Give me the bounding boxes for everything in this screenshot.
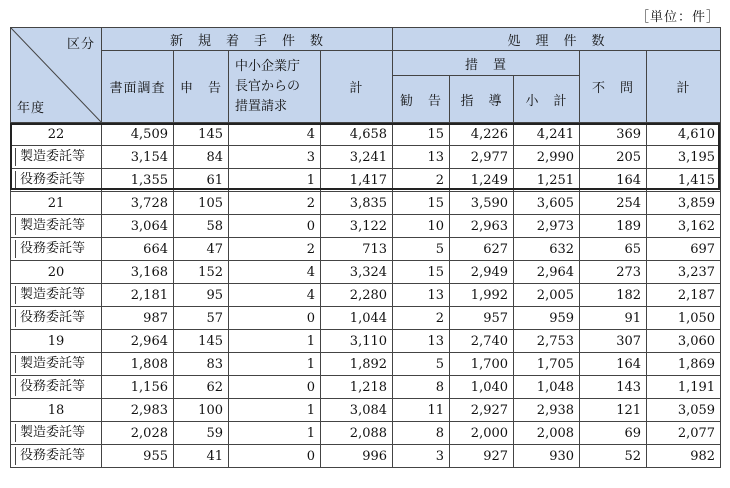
fiscal-year-cell: 20 xyxy=(11,261,102,284)
value-cell: 3,122 xyxy=(321,215,393,238)
subcategory-label: 役務委託等 xyxy=(15,447,85,465)
col-request-line1: 中小企業庁 xyxy=(235,58,301,74)
value-cell: 1,700 xyxy=(450,353,514,376)
value-cell: 1,417 xyxy=(321,169,393,192)
value-cell: 2,964 xyxy=(102,330,174,353)
fiscal-year-cell: 18 xyxy=(11,399,102,422)
subgroup-measures-header: 措 置 xyxy=(393,51,580,76)
col-doc-review: 書面調査 xyxy=(102,51,174,123)
col-total-new: 計 xyxy=(321,51,393,123)
value-cell: 41 xyxy=(174,445,229,468)
table-row xyxy=(11,146,721,169)
value-cell: 11 xyxy=(393,399,450,422)
value-cell: 5 xyxy=(393,238,450,261)
col-request-line2: 長官からの xyxy=(235,78,301,94)
value-cell: 2,977 xyxy=(450,146,514,169)
value-cell: 3,154 xyxy=(102,146,174,169)
statistics-table xyxy=(10,27,721,468)
corner-header xyxy=(11,28,102,123)
value-cell: 8 xyxy=(393,376,450,399)
value-cell: 1,892 xyxy=(321,353,393,376)
value-cell: 0 xyxy=(229,445,321,468)
value-cell: 4 xyxy=(229,284,321,307)
value-cell: 1 xyxy=(229,422,321,445)
value-cell: 0 xyxy=(229,307,321,330)
fiscal-year-cell: 19 xyxy=(11,330,102,353)
value-cell: 2 xyxy=(229,192,321,215)
value-cell: 1,415 xyxy=(647,169,721,192)
subcategory-label: 製造委託等 xyxy=(15,217,85,235)
table-row xyxy=(11,261,721,284)
value-cell: 3,605 xyxy=(514,192,580,215)
table-row xyxy=(11,445,721,468)
value-cell: 1 xyxy=(229,330,321,353)
value-cell: 2,088 xyxy=(321,422,393,445)
value-cell: 4,226 xyxy=(450,123,514,146)
value-cell: 713 xyxy=(321,238,393,261)
value-cell: 632 xyxy=(514,238,580,261)
value-cell: 2,990 xyxy=(514,146,580,169)
value-cell: 2,008 xyxy=(514,422,580,445)
subcategory-label: 役務委託等 xyxy=(15,240,85,258)
value-cell: 1,050 xyxy=(647,307,721,330)
value-cell: 164 xyxy=(580,353,647,376)
value-cell: 3,195 xyxy=(647,146,721,169)
value-cell: 307 xyxy=(580,330,647,353)
value-cell: 3,060 xyxy=(647,330,721,353)
corner-category-label: 区分 xyxy=(66,37,95,52)
subcategory-cell xyxy=(11,445,102,468)
subcategory-cell xyxy=(11,376,102,399)
value-cell: 982 xyxy=(647,445,721,468)
value-cell: 2,181 xyxy=(102,284,174,307)
value-cell: 927 xyxy=(450,445,514,468)
value-cell: 105 xyxy=(174,192,229,215)
value-cell: 3,084 xyxy=(321,399,393,422)
value-cell: 152 xyxy=(174,261,229,284)
value-cell: 3,324 xyxy=(321,261,393,284)
col-no-issue: 不 問 xyxy=(580,51,647,123)
table-row xyxy=(11,330,721,353)
value-cell: 254 xyxy=(580,192,647,215)
col-total-processed: 計 xyxy=(647,51,721,123)
value-cell: 3,237 xyxy=(647,261,721,284)
value-cell: 145 xyxy=(174,330,229,353)
value-cell: 145 xyxy=(174,123,229,146)
value-cell: 2 xyxy=(229,238,321,261)
value-cell: 3,162 xyxy=(647,215,721,238)
subcategory-cell xyxy=(11,353,102,376)
unit-label: ［単位：件］ xyxy=(635,10,720,25)
value-cell: 164 xyxy=(580,169,647,192)
value-cell: 1,156 xyxy=(102,376,174,399)
value-cell: 62 xyxy=(174,376,229,399)
table-body xyxy=(11,123,721,468)
value-cell: 996 xyxy=(321,445,393,468)
col-guidance: 指 導 xyxy=(450,76,514,123)
value-cell: 143 xyxy=(580,376,647,399)
value-cell: 0 xyxy=(229,215,321,238)
value-cell: 4,658 xyxy=(321,123,393,146)
value-cell: 2,964 xyxy=(514,261,580,284)
table-row xyxy=(11,284,721,307)
value-cell: 57 xyxy=(174,307,229,330)
value-cell: 1,808 xyxy=(102,353,174,376)
subcategory-label: 製造委託等 xyxy=(15,286,85,304)
value-cell: 2 xyxy=(393,169,450,192)
value-cell: 13 xyxy=(393,284,450,307)
group-new-cases-header: 新 規 着 手 件 数 xyxy=(102,28,393,51)
value-cell: 15 xyxy=(393,261,450,284)
value-cell: 1,355 xyxy=(102,169,174,192)
value-cell: 3,835 xyxy=(321,192,393,215)
subcategory-label: 製造委託等 xyxy=(15,424,85,442)
value-cell: 65 xyxy=(580,238,647,261)
value-cell: 2,963 xyxy=(450,215,514,238)
value-cell: 4 xyxy=(229,261,321,284)
value-cell: 2 xyxy=(393,307,450,330)
value-cell: 61 xyxy=(174,169,229,192)
value-cell: 10 xyxy=(393,215,450,238)
value-cell: 987 xyxy=(102,307,174,330)
value-cell: 1,249 xyxy=(450,169,514,192)
subcategory-label: 製造委託等 xyxy=(15,355,85,373)
value-cell: 273 xyxy=(580,261,647,284)
value-cell: 47 xyxy=(174,238,229,261)
value-cell: 1 xyxy=(229,399,321,422)
value-cell: 1 xyxy=(229,169,321,192)
value-cell: 15 xyxy=(393,192,450,215)
value-cell: 957 xyxy=(450,307,514,330)
value-cell: 1,048 xyxy=(514,376,580,399)
value-cell: 697 xyxy=(647,238,721,261)
value-cell: 84 xyxy=(174,146,229,169)
value-cell: 3 xyxy=(229,146,321,169)
value-cell: 121 xyxy=(580,399,647,422)
value-cell: 1 xyxy=(229,353,321,376)
col-request-line3: 措置請求 xyxy=(235,98,288,114)
value-cell: 2,938 xyxy=(514,399,580,422)
table-row xyxy=(11,215,721,238)
value-cell: 3,064 xyxy=(102,215,174,238)
subcategory-label: 役務委託等 xyxy=(15,171,85,189)
value-cell: 83 xyxy=(174,353,229,376)
subcategory-label: 製造委託等 xyxy=(15,148,85,166)
value-cell: 369 xyxy=(580,123,647,146)
table-row xyxy=(11,192,721,215)
value-cell: 2,753 xyxy=(514,330,580,353)
value-cell: 100 xyxy=(174,399,229,422)
table-row xyxy=(11,307,721,330)
table-row xyxy=(11,123,721,146)
value-cell: 1,992 xyxy=(450,284,514,307)
value-cell: 955 xyxy=(102,445,174,468)
value-cell: 2,927 xyxy=(450,399,514,422)
value-cell: 52 xyxy=(580,445,647,468)
value-cell: 3,110 xyxy=(321,330,393,353)
value-cell: 3,241 xyxy=(321,146,393,169)
value-cell: 3,728 xyxy=(102,192,174,215)
value-cell: 2,000 xyxy=(450,422,514,445)
col-advice: 勧 告 xyxy=(393,76,450,123)
value-cell: 1,040 xyxy=(450,376,514,399)
value-cell: 2,983 xyxy=(102,399,174,422)
value-cell: 4,509 xyxy=(102,123,174,146)
value-cell: 1,191 xyxy=(647,376,721,399)
table-row xyxy=(11,169,721,192)
value-cell: 15 xyxy=(393,123,450,146)
subcategory-label: 役務委託等 xyxy=(15,309,85,327)
subcategory-cell xyxy=(11,215,102,238)
value-cell: 189 xyxy=(580,215,647,238)
value-cell: 2,740 xyxy=(450,330,514,353)
value-cell: 1,705 xyxy=(514,353,580,376)
value-cell: 959 xyxy=(514,307,580,330)
subcategory-cell xyxy=(11,146,102,169)
value-cell: 205 xyxy=(580,146,647,169)
value-cell: 2,028 xyxy=(102,422,174,445)
value-cell: 3,168 xyxy=(102,261,174,284)
value-cell: 2,949 xyxy=(450,261,514,284)
subcategory-label: 役務委託等 xyxy=(15,378,85,396)
value-cell: 13 xyxy=(393,330,450,353)
value-cell: 91 xyxy=(580,307,647,330)
value-cell: 664 xyxy=(102,238,174,261)
value-cell: 13 xyxy=(393,146,450,169)
value-cell: 4,610 xyxy=(647,123,721,146)
col-report: 申 告 xyxy=(174,51,229,123)
value-cell: 1,044 xyxy=(321,307,393,330)
table-row xyxy=(11,422,721,445)
subcategory-cell xyxy=(11,169,102,192)
table-row xyxy=(11,353,721,376)
value-cell: 1,218 xyxy=(321,376,393,399)
subcategory-cell xyxy=(11,284,102,307)
table-row xyxy=(11,399,721,422)
group-processed-header: 処 理 件 数 xyxy=(393,28,721,51)
value-cell: 1,251 xyxy=(514,169,580,192)
value-cell: 2,280 xyxy=(321,284,393,307)
value-cell: 8 xyxy=(393,422,450,445)
corner-year-label: 年度 xyxy=(17,101,46,116)
value-cell: 3,859 xyxy=(647,192,721,215)
fiscal-year-cell: 22 xyxy=(11,123,102,146)
value-cell: 930 xyxy=(514,445,580,468)
value-cell: 4,241 xyxy=(514,123,580,146)
value-cell: 58 xyxy=(174,215,229,238)
value-cell: 0 xyxy=(229,376,321,399)
value-cell: 5 xyxy=(393,353,450,376)
value-cell: 182 xyxy=(580,284,647,307)
table-row xyxy=(11,238,721,261)
col-subtotal: 小 計 xyxy=(514,76,580,123)
subcategory-cell xyxy=(11,422,102,445)
table-row xyxy=(11,376,721,399)
value-cell: 69 xyxy=(580,422,647,445)
value-cell: 2,973 xyxy=(514,215,580,238)
col-request xyxy=(229,51,321,123)
value-cell: 2,187 xyxy=(647,284,721,307)
fiscal-year-cell: 21 xyxy=(11,192,102,215)
value-cell: 627 xyxy=(450,238,514,261)
subcategory-cell xyxy=(11,307,102,330)
value-cell: 4 xyxy=(229,123,321,146)
value-cell: 2,077 xyxy=(647,422,721,445)
value-cell: 3,059 xyxy=(647,399,721,422)
value-cell: 1,869 xyxy=(647,353,721,376)
value-cell: 59 xyxy=(174,422,229,445)
subcategory-cell xyxy=(11,238,102,261)
value-cell: 2,005 xyxy=(514,284,580,307)
value-cell: 95 xyxy=(174,284,229,307)
value-cell: 3,590 xyxy=(450,192,514,215)
value-cell: 3 xyxy=(393,445,450,468)
